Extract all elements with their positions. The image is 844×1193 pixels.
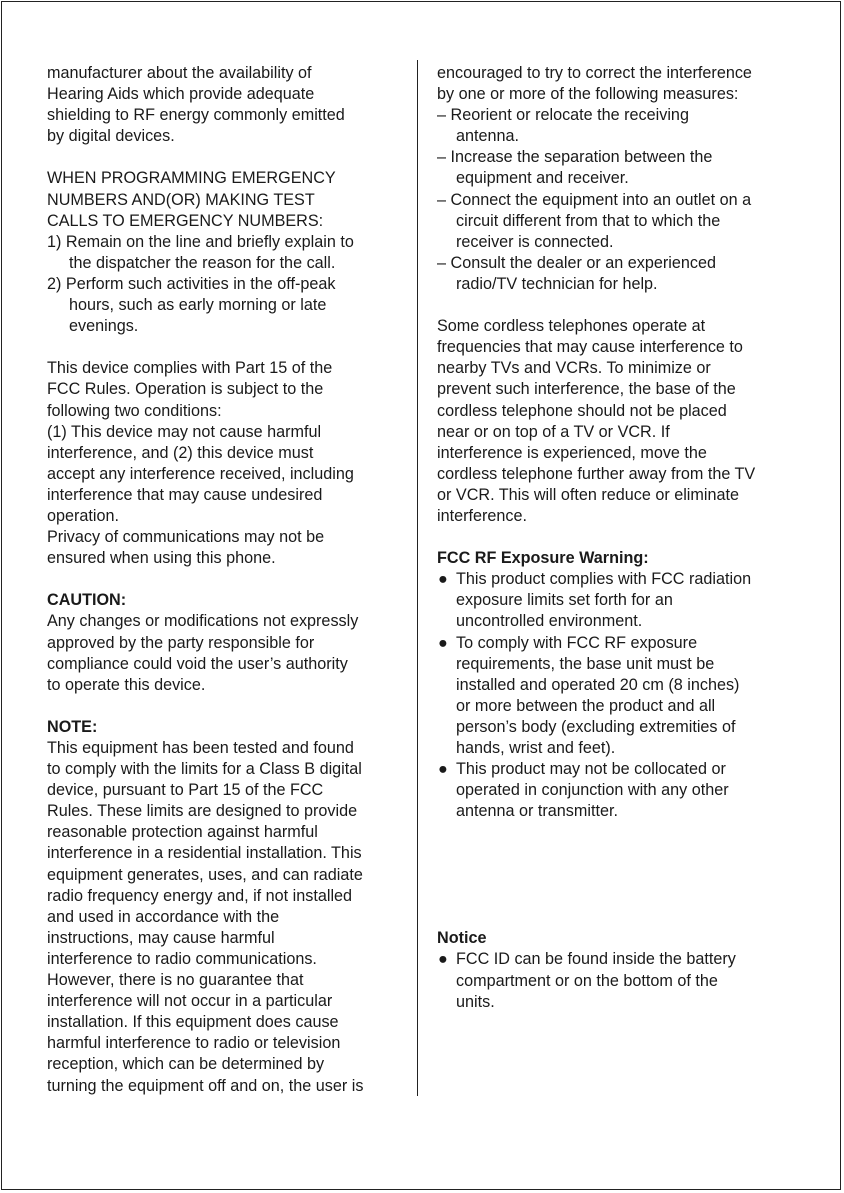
text-line: This product may not be collocated or: [456, 760, 726, 779]
text-line: Rules. These limits are designed to provide: [47, 802, 358, 821]
text-line: units.: [456, 992, 495, 1011]
list-item: 1) Remain on the line and briefly explain to: [47, 232, 354, 251]
caution-heading: CAUTION:: [47, 591, 127, 610]
cordless-paragraph: [437, 316, 797, 527]
text-line: by digital devices.: [47, 127, 175, 146]
text-line: FCC ID can be found inside the battery: [456, 950, 736, 969]
list-item-cont: equipment and receiver.: [456, 169, 629, 188]
rf-exposure-heading: FCC RF Exposure Warning:: [437, 549, 649, 568]
text-line: This device complies with Part 15 of the: [47, 359, 333, 378]
list-item-cont: radio/TV technician for help.: [456, 274, 658, 293]
text-line: compliance could void the user’s authority: [47, 654, 348, 673]
list-item-cont: antenna.: [456, 127, 520, 146]
text-line: interference.: [437, 506, 527, 525]
text-line: Some cordless telephones operate at: [437, 317, 706, 336]
rf-bullet-list: [437, 569, 797, 822]
text-line: antenna or transmitter.: [456, 802, 618, 821]
text-line: interference is experienced, move the: [437, 443, 707, 462]
text-line: interference will not occur in a particular: [47, 992, 333, 1011]
text-line: Any changes or modifications not expressly: [47, 612, 359, 631]
text-line: cordless telephone should not be placed: [437, 401, 727, 420]
list-item-cont: receiver is connected.: [456, 232, 614, 251]
text-line: prevent such interference, the base of the: [437, 380, 736, 399]
text-line: to operate this device.: [47, 675, 206, 694]
notice-bullet-list: [437, 949, 797, 1012]
text-line: equipment generates, uses, and can radiate: [47, 865, 363, 884]
text-line: near or on top of a TV or VCR. If: [437, 422, 670, 441]
text-line: shielding to RF energy commonly emitted: [47, 106, 345, 125]
text-line: This equipment has been tested and found: [47, 739, 354, 757]
text-line: reception, which can be determined by: [47, 1055, 325, 1074]
list-item: – Reorient or relocate the receiving: [437, 106, 689, 125]
text-line: or VCR. This will often reduce or eliminate: [437, 485, 739, 504]
text-line: (1) This device may not cause harmful: [47, 422, 322, 441]
right-column: [437, 63, 797, 1013]
text-line: To comply with FCC RF exposure: [456, 633, 698, 652]
measures-list: [437, 105, 797, 295]
text-line: device, pursuant to Part 15 of the FCC: [47, 781, 324, 800]
note-paragraph: [47, 738, 409, 1097]
list-item: – Consult the dealer or an experienced: [437, 253, 716, 272]
bullet-item: [437, 949, 797, 1012]
measures-intro: [437, 63, 797, 105]
list-item: – Increase the separation between the: [437, 148, 713, 167]
caution-paragraph: [47, 611, 409, 695]
text-line: instructions, may cause harmful: [47, 928, 275, 947]
text-line: compartment or on the bottom of the: [456, 971, 718, 990]
intro-paragraph: [47, 63, 409, 147]
text-line: requirements, the base unit must be: [456, 654, 715, 673]
text-line: interference, and (2) this device must: [47, 443, 314, 462]
text-line: operation.: [47, 506, 119, 525]
text-line: turning the equipment off and on, the user is: [47, 1076, 364, 1095]
note-heading: NOTE:: [47, 717, 98, 736]
bullet-icon: ●: [438, 633, 448, 652]
text-line: or more between the product and all: [456, 696, 716, 715]
text-line: Privacy of communications may not be: [47, 528, 325, 547]
text-line: FCC Rules. Operation is subject to the: [47, 380, 324, 399]
text-line: interference that may cause undesired: [47, 485, 323, 504]
list-item: 2) Perform such activities in the off-peak: [47, 274, 336, 293]
bullet-icon: ●: [438, 950, 448, 969]
emergency-heading: [47, 168, 409, 231]
text-line: ensured when using this phone.: [47, 549, 276, 568]
text-line: frequencies that may cause interference to: [437, 338, 743, 357]
list-item-cont: evenings.: [69, 317, 139, 336]
text-line: accept any interference received, including: [47, 464, 354, 483]
text-line: hands, wrist and feet).: [456, 739, 616, 757]
list-item-cont: circuit different from that to which the: [456, 211, 721, 230]
text-line: This product complies with FCC radiation: [456, 570, 752, 589]
compliance-paragraph: [47, 358, 409, 569]
text-line: manufacturer about the availability of: [47, 64, 312, 82]
text-line: interference in a residential installation. This: [47, 844, 362, 863]
text-line: nearby TVs and VCRs. To minimize or: [437, 359, 711, 378]
text-line: encouraged to try to correct the interference: [437, 64, 752, 82]
text-line: person’s body (excluding extremities of: [456, 717, 736, 736]
notice-heading: Notice: [437, 929, 487, 948]
emergency-list: [47, 232, 409, 337]
bullet-item: [437, 569, 797, 632]
text-line: uncontrolled environment.: [456, 612, 643, 631]
text-line: WHEN PROGRAMMING EMERGENCY: [47, 169, 336, 188]
text-line: harmful interference to radio or television: [47, 1034, 341, 1053]
text-line: approved by the party responsible for: [47, 633, 315, 652]
column-divider: [417, 60, 418, 1096]
bullet-icon: ●: [438, 760, 448, 779]
text-line: interference to radio communications.: [47, 949, 317, 968]
bullet-icon: ●: [438, 570, 448, 589]
bullet-item: [437, 759, 797, 822]
left-column: [47, 63, 409, 1097]
text-line: following two conditions:: [47, 401, 222, 420]
bullet-item: [437, 633, 797, 760]
text-line: installed and operated 20 cm (8 inches): [456, 675, 740, 694]
text-line: operated in conjunction with any other: [456, 781, 729, 800]
text-line: radio frequency energy and, if not installed: [47, 886, 353, 905]
text-line: and used in accordance with the: [47, 907, 280, 926]
text-line: reasonable protection against harmful: [47, 823, 318, 842]
list-item: – Connect the equipment into an outlet on a: [437, 190, 752, 209]
text-line: installation. If this equipment does cause: [47, 1013, 339, 1032]
text-line: cordless telephone further away from the TV: [437, 464, 756, 483]
text-line: exposure limits set forth for an: [456, 591, 673, 610]
list-item-cont: the dispatcher the reason for the call.: [69, 253, 336, 272]
list-item-cont: hours, such as early morning or late: [69, 296, 327, 315]
text-line: Hearing Aids which provide adequate: [47, 85, 315, 104]
text-line: However, there is no guarantee that: [47, 971, 304, 990]
text-line: CALLS TO EMERGENCY NUMBERS:: [47, 211, 324, 230]
text-line: by one or more of the following measures:: [437, 85, 739, 104]
text-line: NUMBERS AND(OR) MAKING TEST: [47, 190, 315, 209]
text-line: to comply with the limits for a Class B digital: [47, 760, 362, 779]
